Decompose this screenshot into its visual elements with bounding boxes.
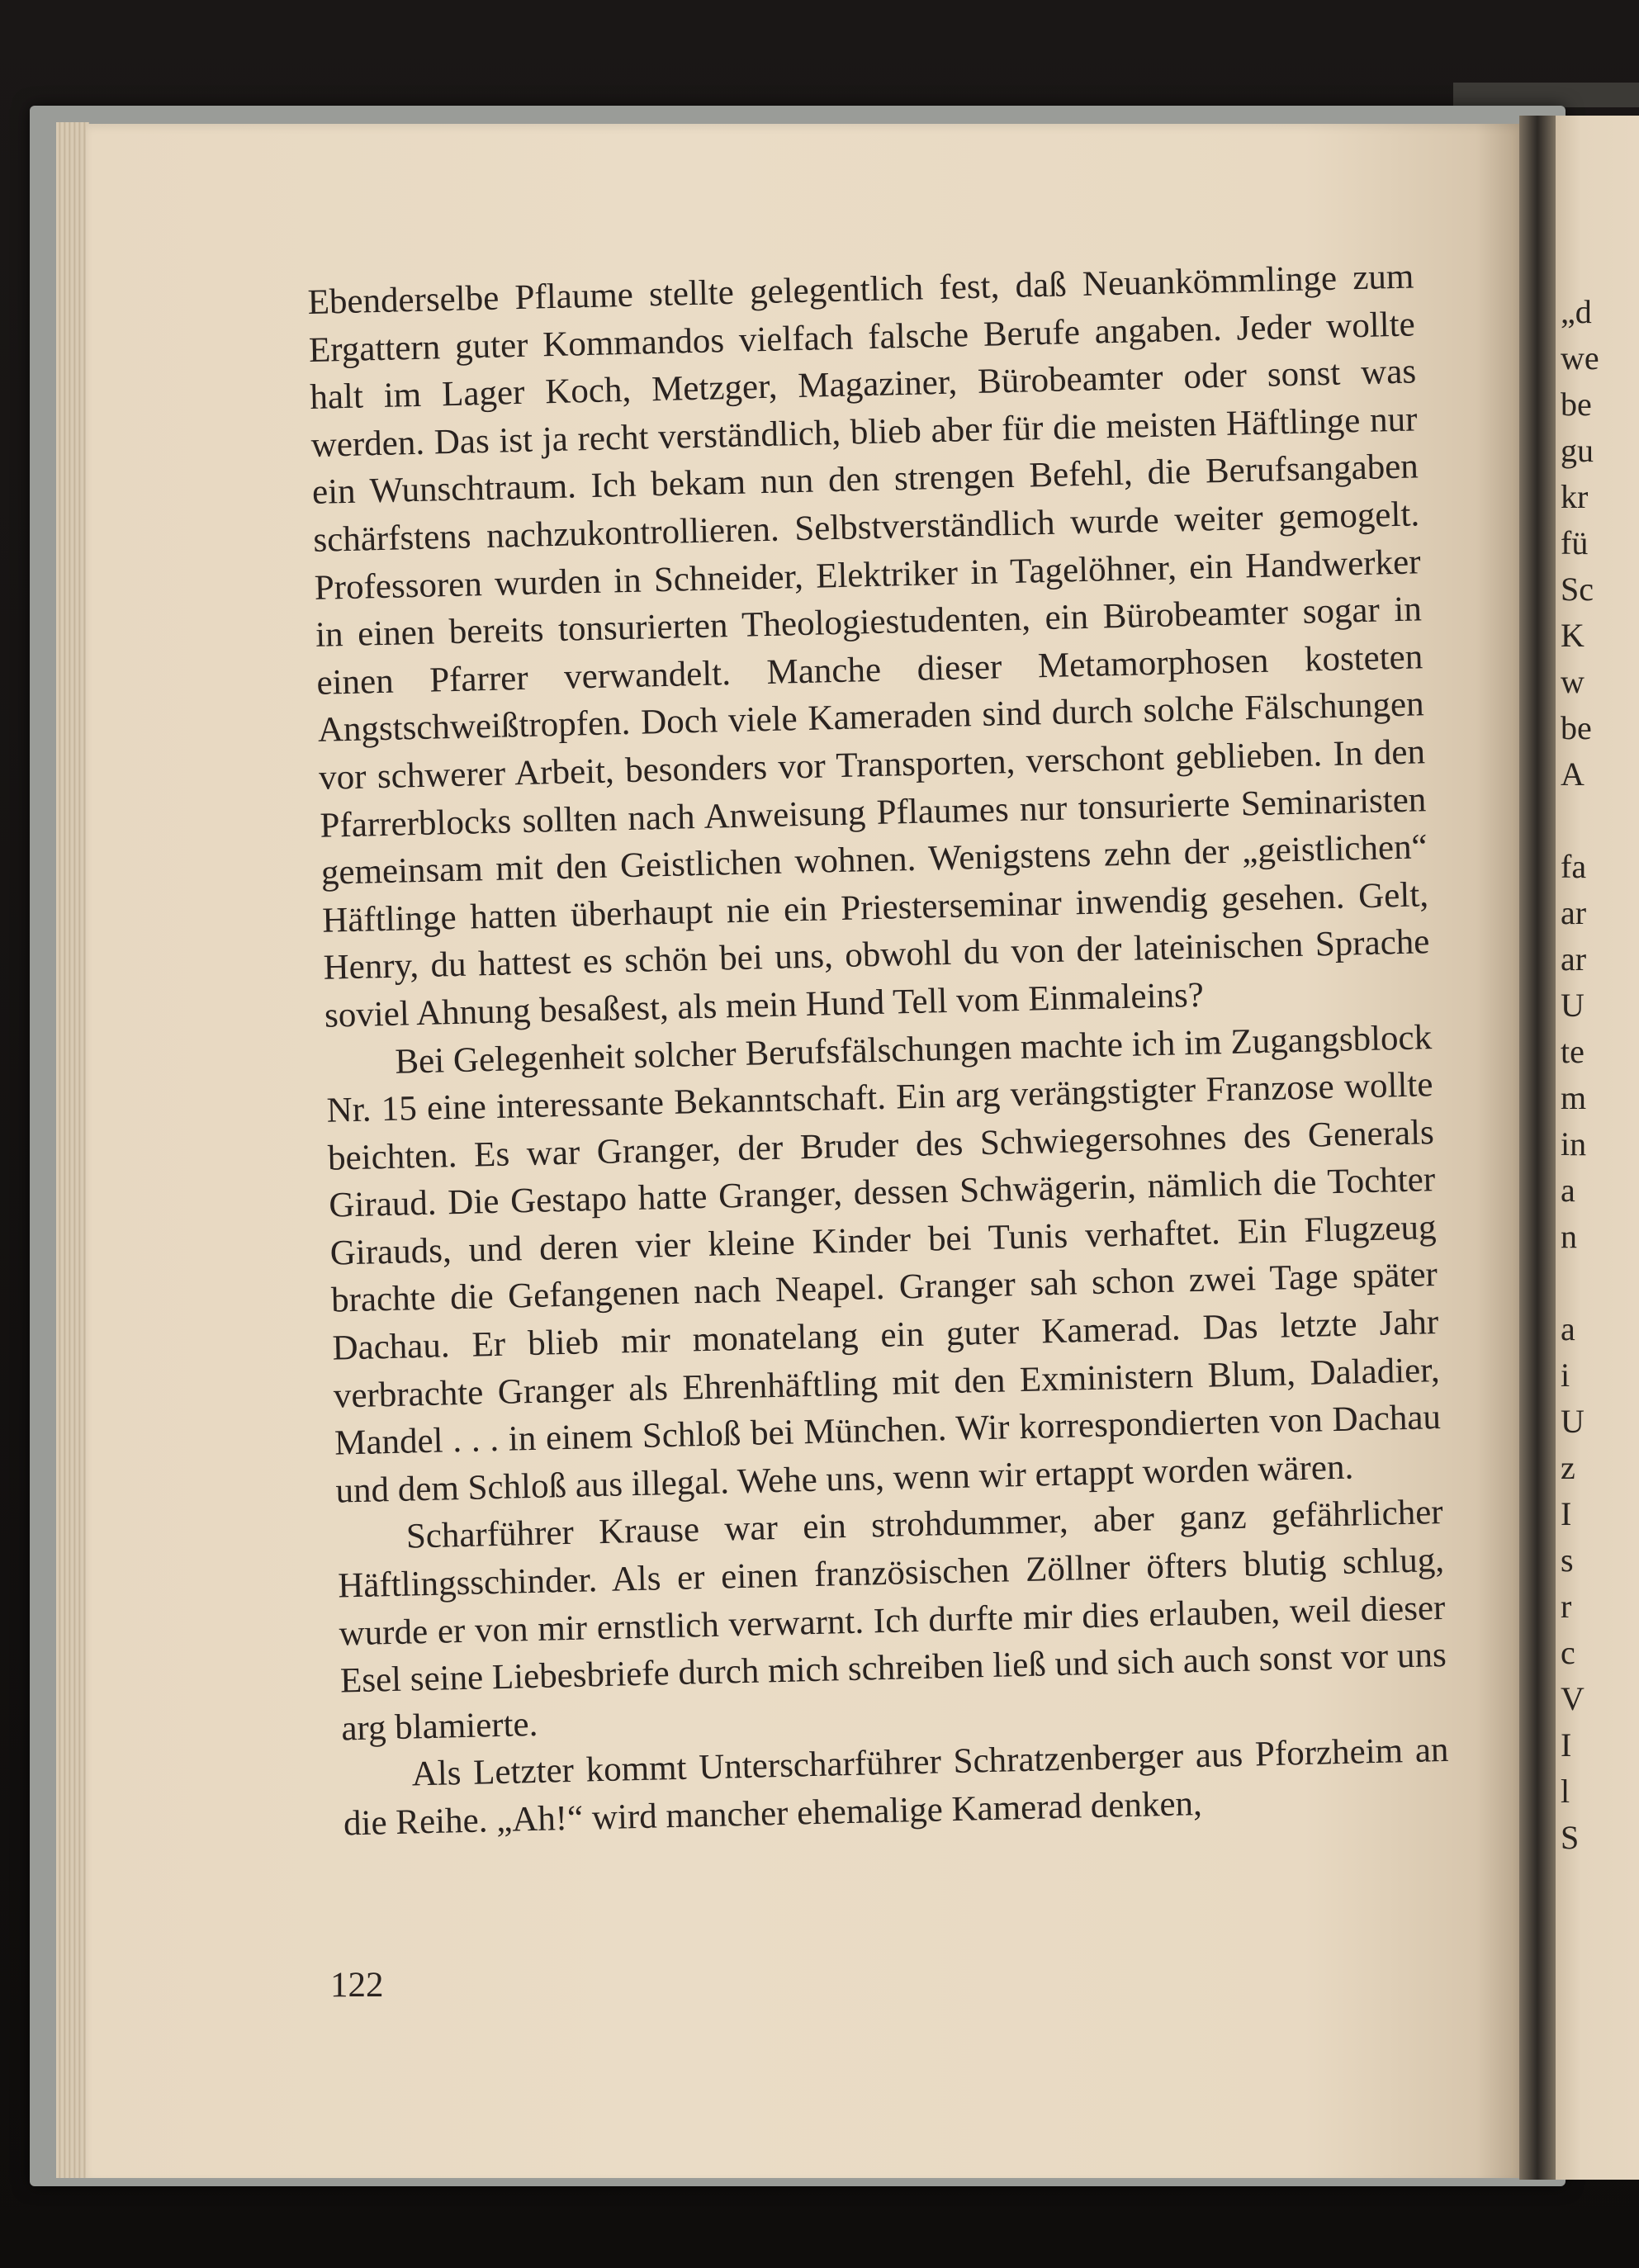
facing-line-fragment: i <box>1561 1357 1570 1394</box>
facing-line-fragment: kr <box>1561 478 1589 515</box>
facing-line-fragment: a <box>1561 1310 1575 1347</box>
facing-line-fragment: A <box>1561 755 1585 793</box>
facing-line-fragment: V <box>1561 1680 1585 1717</box>
facing-line-fragment: I <box>1561 1495 1572 1532</box>
facing-line-fragment: U <box>1561 987 1585 1024</box>
facing-line-fragment <box>1561 1260 1639 1306</box>
facing-line-fragment: U <box>1561 1403 1585 1440</box>
facing-line-fragment: we <box>1561 339 1599 376</box>
facing-line-fragment: n <box>1561 1218 1577 1255</box>
paragraph-4: Als Letzter kommt Unterscharführer Schratzenberger aus Pforzheim an die Reihe. „Ah!“ wird mancher ehemalige Kamerad denken, <box>343 1731 1449 1844</box>
facing-line-fragment: a <box>1561 1172 1575 1209</box>
facing-line-fragment: w <box>1561 663 1585 700</box>
facing-line-fragment: fü <box>1561 524 1589 561</box>
facing-line-fragment: in <box>1561 1125 1587 1162</box>
facing-line-fragment: te <box>1561 1033 1585 1070</box>
facing-line-fragment: Sc <box>1561 571 1594 608</box>
page-stack-edge <box>56 122 89 2178</box>
book-gutter <box>1519 116 1556 2180</box>
book-spine-strip <box>1453 83 1639 107</box>
facing-line-fragment <box>1561 798 1639 844</box>
paragraph-3: Scharführer Krause war ein strohdummer, aber ganz gefährlicher Häftlingsschinder. Als er einen französischen Zöllner öfters blutig schlug, wurde er von mir ernstlich verwarnt. Ich durfte mir dies erlauben, weil dieser Esel seine Liebesbriefe durch mich schreiben ließ und sich auch sonst vor uns arg blamierte. <box>337 1493 1447 1749</box>
facing-line-fragment: be <box>1561 709 1592 746</box>
facing-line-fragment: gu <box>1561 432 1594 469</box>
page-number: 122 <box>330 1966 384 2005</box>
facing-line-fragment: m <box>1561 1079 1587 1116</box>
paragraph-2: Bei Gelegenheit solcher Berufsfälschungen machte ich im Zugangsblock Nr. 15 eine interessante Bekanntschaft. Ein arg verängstigter Franzose wollte beichten. Es war Granger, der Bruder des Schwiegersohnes des Generals Giraud. Die Gestapo hatte Granger, dessen Schwägerin, nämlich die Tochter Girauds, und deren vier kleine Kinder bei Tunis verhaftet. Ein Flugzeug brachte die Gefangenen nach Neapel. Granger sah schon zwei Tage später Dachau. Er blieb mir monatelang ein guter Kamerad. Das letzte Jahr verbrachte Granger als Ehrenhäftling mit den Exministern Blum, Daladier, Mandel . . . in einem Schloß bei München. Wir korrespondierten von Dachau und dem Schloß aus illegal. Wehe uns, wenn wir ertappt worden wären. <box>326 1017 1442 1511</box>
facing-line-fragment: be <box>1561 386 1592 423</box>
paragraph-1: Ebenderselbe Pflaume stellte gelegentlich fest, daß Neuankömmlinge zum Ergattern guter Kommandos vielfach falsche Berufe angaben. Jeder wollte halt im Lager Koch, Metzger, Magaziner, Bürobeamter oder sonst was werden. Das ist ja recht verständlich, blieb aber für die meisten Häftlinge nur ein Wunschtraum. Ich bekam nun den strengen Befehl, die Berufsangaben schärfstens nachzukontrollieren. Selbstverständlich wurde weiter gemogelt. Professoren wurden in Schneider, Elektriker in Tagelöhner, ein Handwerker in einen bereits tonsurierten Theologiestudenten, ein Bürobeamter sogar in einen Pfarrer verwandelt. Manche dieser Metamorphosen kosteten Angstschweißtropfen. Doch viele Kameraden sind durch solche Fälschungen vor schwerer Arbeit, besonders vor Transporten, verschont geblieben. In den Pfarrerblocks sollten nach Anweisung Pflaumes nur tonsurierte Seminaristen gemeinsam mit den Geistlichen wohnen. Wenigstens zehn der „geistlichen“ Häftlinge hatten überhaupt nie ein Priesterseminar inwendig gesehen. Gelt, Henry, du hattest es schön bei uns, obwohl du von der lateinischen Sprache soviel Ahnung besaßest, als mein Hund Tell vom Einmaleins? <box>307 257 1430 1035</box>
facing-line-fragment: s <box>1561 1541 1574 1579</box>
facing-line-fragment: l <box>1561 1773 1570 1810</box>
facing-line-fragment: z <box>1561 1449 1575 1486</box>
facing-line-fragment: ar <box>1561 940 1587 978</box>
facing-page-text <box>1561 289 1639 1861</box>
facing-line-fragment: c <box>1561 1634 1575 1671</box>
facing-line-fragment: „d <box>1561 293 1592 330</box>
facing-line-fragment: r <box>1561 1588 1572 1625</box>
facing-line-fragment: I <box>1561 1726 1572 1764</box>
facing-page <box>1556 116 1639 2180</box>
facing-line-fragment: ar <box>1561 894 1587 931</box>
page-body-text <box>307 253 1450 1848</box>
facing-line-fragment: fa <box>1561 848 1587 885</box>
facing-line-fragment: S <box>1561 1819 1580 1856</box>
facing-line-fragment: K <box>1561 617 1585 654</box>
